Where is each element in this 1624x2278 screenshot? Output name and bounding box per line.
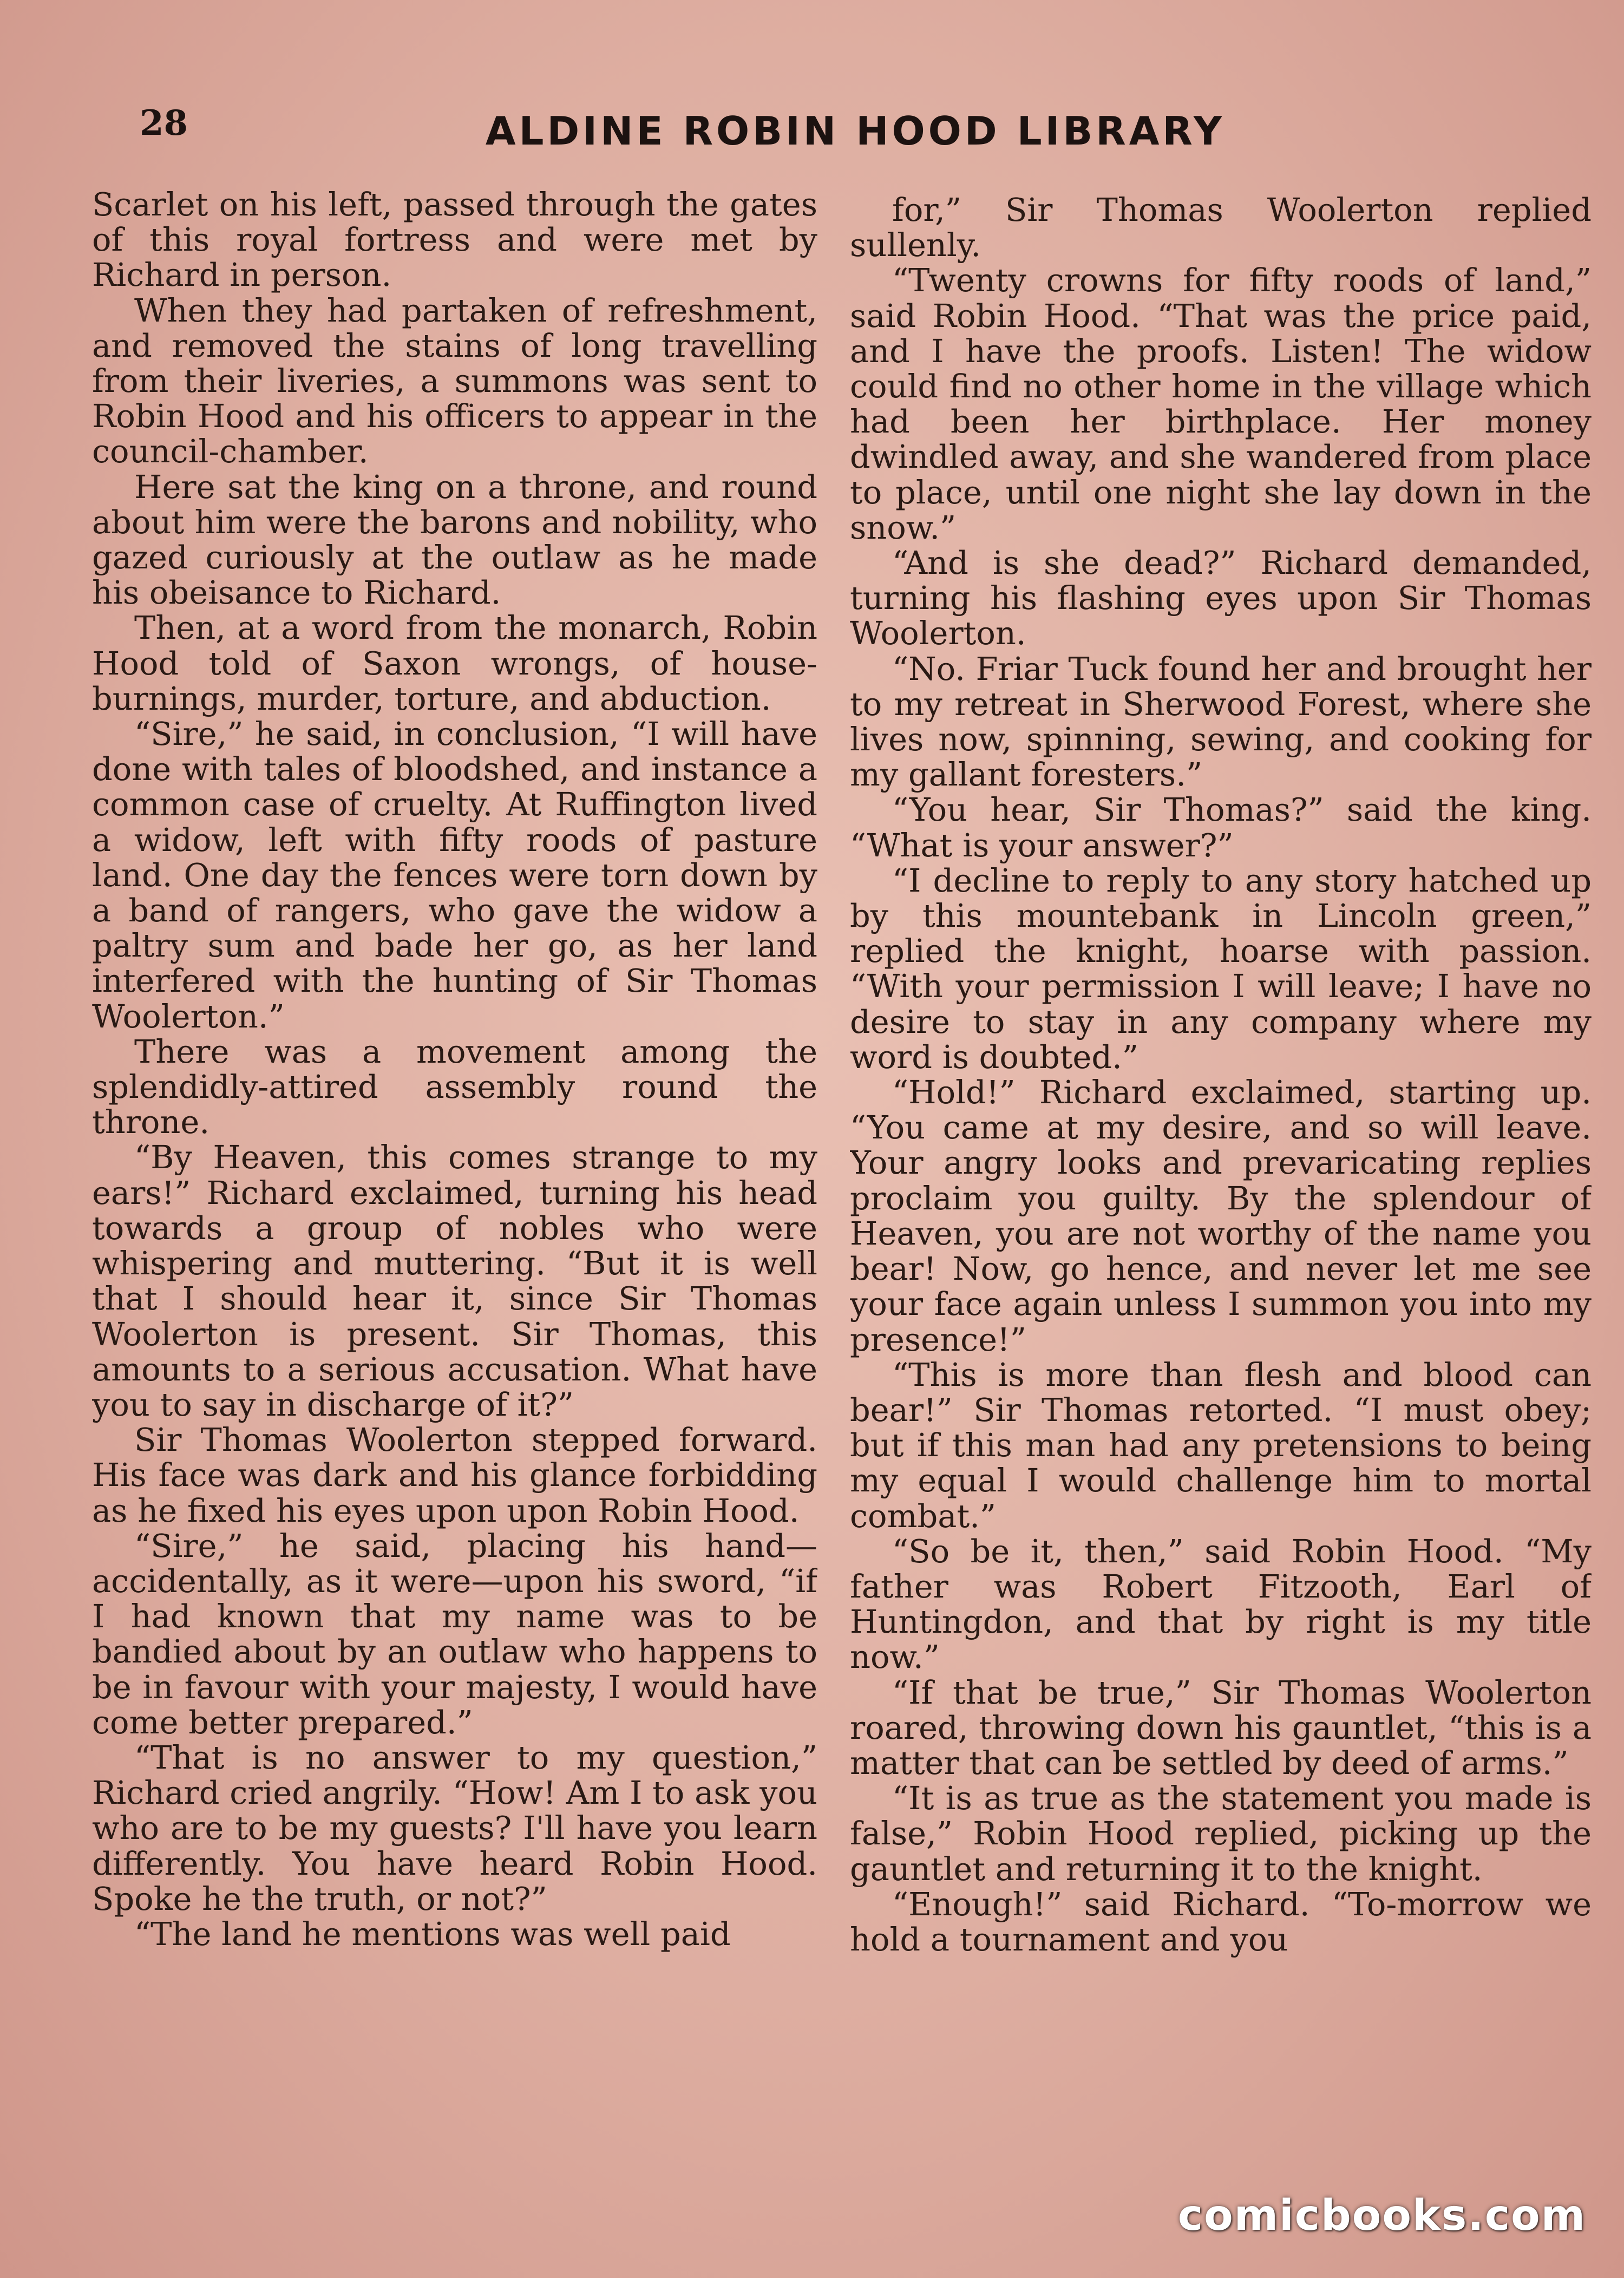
paragraph: “Enough!” said Richard. “To-morrow we hold a tournament and you	[850, 1885, 1592, 1958]
left-text-column	[92, 187, 817, 2201]
paragraph: “And is she dead?” Richard demanded, turning his flashing eyes upon Sir Thomas Woolerton.	[850, 544, 1592, 652]
paragraph: “The land he mentions was well paid	[134, 1915, 731, 1953]
paragraph: “It is as true as the statement you made is false,” Robin Hood replied, picking up the gauntlet and returning it to the knight.	[850, 1779, 1592, 1888]
paragraph: Then, at a word from the monarch, Robin Hood told of Saxon wrongs, of house-burnings, murder, torture, and abduction.	[92, 609, 817, 717]
paragraph: There was a movement among the splendidly-attired assembly round the throne.	[92, 1032, 817, 1141]
paragraph: “That is no answer to my question,” Richard cried angrily. “How! Am I to ask you who are to be my guests? I'll have you learn differently. You have heard Robin Hood. Spoke he the truth, or not?”	[92, 1738, 817, 1917]
paragraph: “I decline to reply to any story hatched up by this mountebank in Lincoln green,” replied the knight, hoarse with passion. “With your permission I will leave; I have no desire to stay in any company where my word is doubted.”	[850, 861, 1592, 1076]
paragraph: “Sire,” he said, placing his hand—accidentally, as it were—upon his sword, “if I had known that my name was to be bandied about by an outlaw who happens to be in favour with your majesty, I would have come better prepared.”	[92, 1527, 817, 1741]
paragraph: for,” Sir Thomas Woolerton replied sullenly.	[850, 192, 1592, 264]
paragraph: “You hear, Sir Thomas?” said the king. “What is your answer?”	[850, 791, 1592, 864]
paragraph: “Sire,” he said, in conclusion, “I will have done with tales of bloodshed, and instance a common case of cruelty. At Ruffington lived a widow, left with fifty roods of pasture land. One day the fences were torn down by a band of rangers, who gave the widow a paltry sum and bade her go, as her land interfered with the hunting of Sir Thomas Woolerton.”	[92, 715, 817, 1035]
paragraph: When they had partaken of refreshment, and removed the stains of long travelling from their liveries, a summons was sent to Robin Hood and his officers to appear in the council-chamber.	[92, 291, 817, 470]
paragraph: “No. Friar Tuck found her and brought her to my retreat in Sherwood Forest, where she lives now, spinning, sewing, and cooking for my gallant foresters.”	[850, 650, 1592, 794]
paragraph: Here sat the king on a throne, and round about him were the barons and nobility, who gazed curiously at the outlaw as he made his obeisance to Richard.	[92, 468, 817, 612]
paragraph: Sir Thomas Woolerton stepped forward. His face was dark and his glance forbidding as he fixed his eyes upon upon Robin Hood.	[92, 1421, 817, 1529]
paragraph: Scarlet on his left, passed through the gates of this royal fortress and were met by Richard in person.	[92, 187, 817, 294]
right-text-column	[850, 192, 1592, 2206]
paragraph: “Twenty crowns for fifty roods of land,” said Robin Hood. “That was the price paid, and I have the proofs. Listen! The widow could find no other home in the village which had been her birthplace. Her money dwindled away, and she wandered from place to place, until one night she lay down in the snow.”	[850, 261, 1592, 546]
paragraph: “So be it, then,” said Robin Hood. “My father was Robert Fitzooth, Earl of Huntingdon, and that by right is my title now.”	[850, 1532, 1592, 1676]
site-watermark: comicbooks.com	[1177, 2191, 1586, 2240]
paragraph: “This is more than flesh and blood can bear!” Sir Thomas retorted. “I must obey; but if this man had any pretensions to being my equal I would challenge him to mortal combat.”	[850, 1356, 1592, 1535]
paragraph: “Hold!” Richard exclaimed, starting up. “You came at my desire, and so will leave. Your angry looks and prevaricating replies proclaim you guilty. By the splendour of Heaven, you are not worthy of the name you bear! Now, go hence, and never let me see your face again unless I summon you into my presence!”	[850, 1073, 1592, 1358]
running-title: ALDINE ROBIN HOOD LIBRARY	[485, 108, 1226, 154]
paragraph: “If that be true,” Sir Thomas Woolerton roared, throwing down his gauntlet, “this is a matter that can be settled by deed of arms.”	[850, 1673, 1592, 1782]
page-number: 28	[140, 103, 188, 143]
paragraph: “By Heaven, this comes strange to my ears!” Richard exclaimed, turning his head towards a group of nobles who were whispering and muttering. “But it is well that I should hear it, since Sir Thomas Woolerton is present. Sir Thomas, this amounts to a serious accusation. What have you to say in discharge of it?”	[92, 1138, 817, 1423]
